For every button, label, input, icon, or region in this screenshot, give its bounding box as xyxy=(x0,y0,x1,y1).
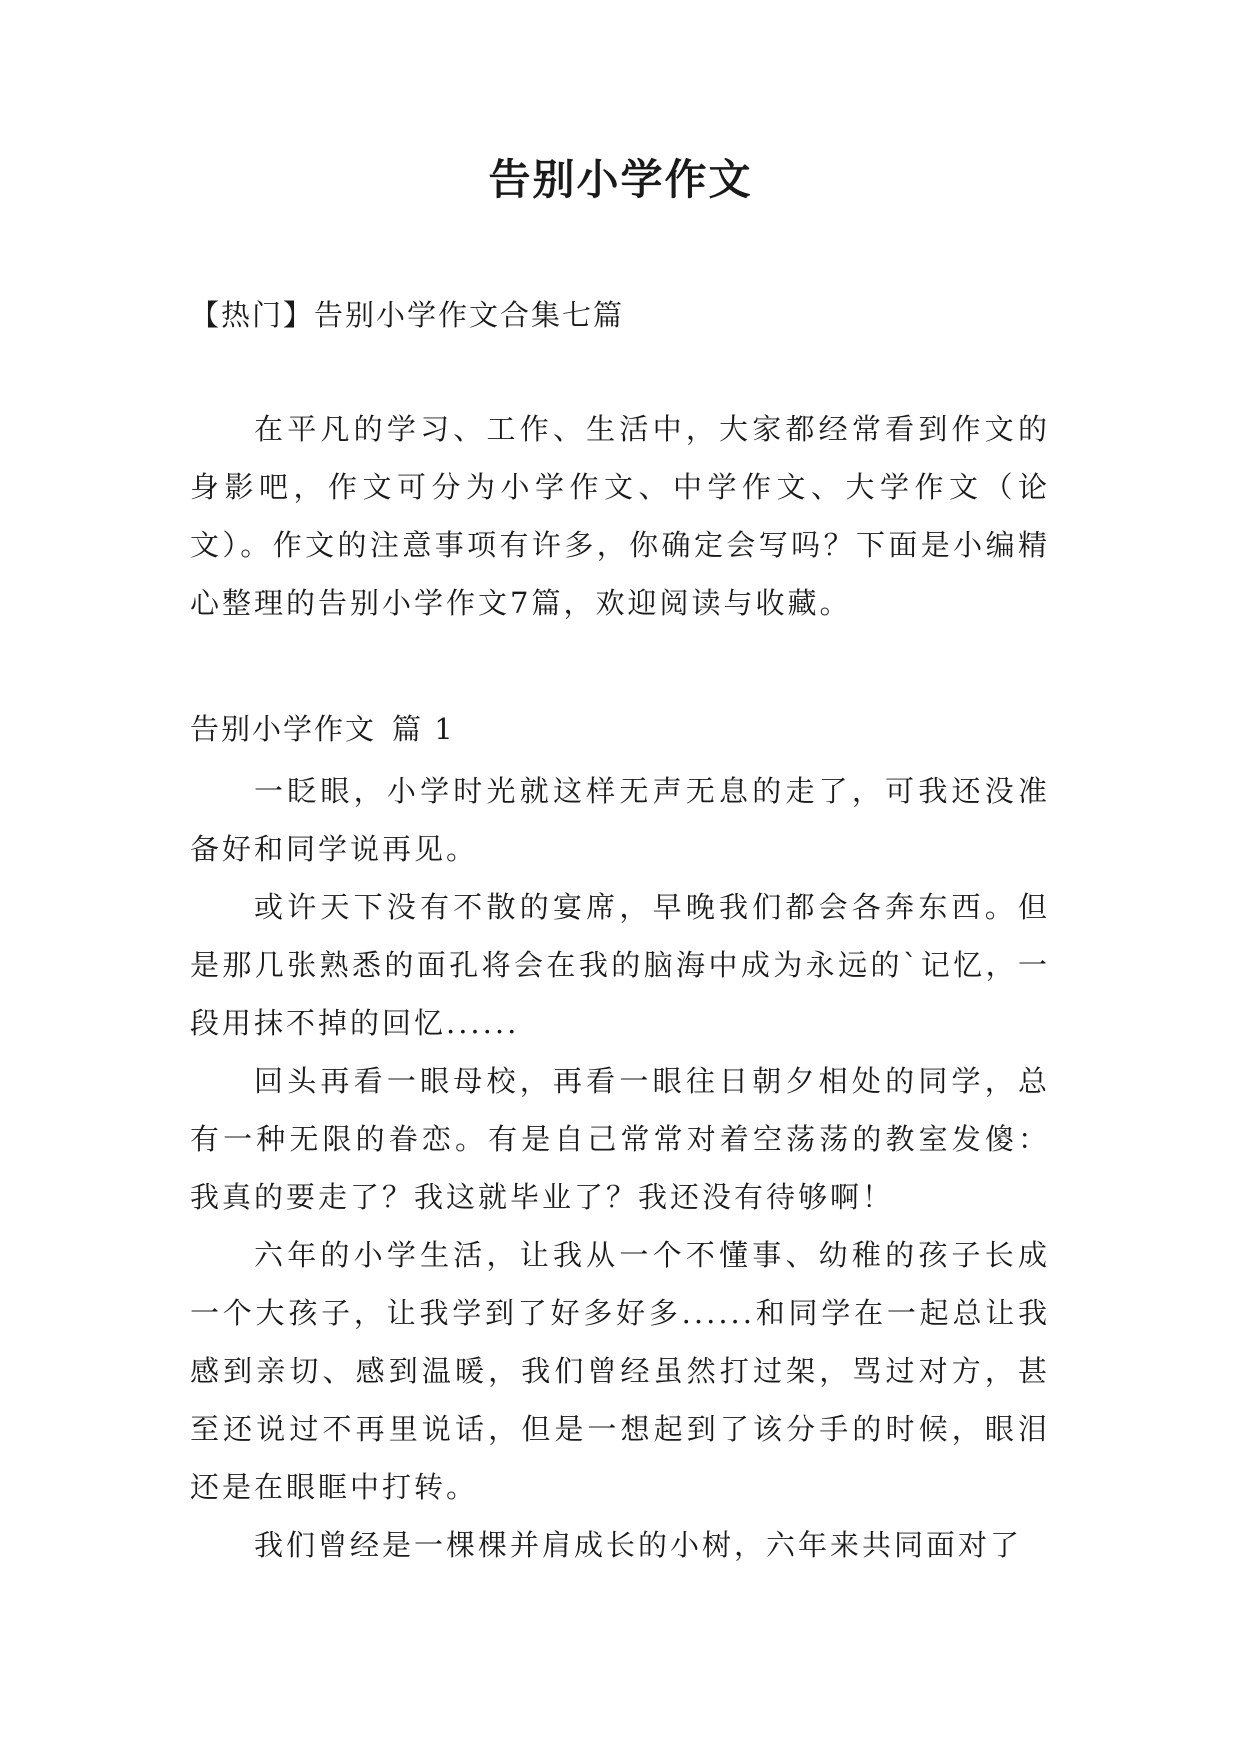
essay-heading-number: 篇 1 xyxy=(392,712,455,746)
essay-section xyxy=(190,700,1050,1574)
document-title: 告别小学作文 xyxy=(488,155,753,204)
essay-paragraph: 六年的小学生活，让我从一个不懂事、幼稚的孩子长成一个大孩子，让我学到了好多好多......和同学在一起总让我感到亲切、感到温暖，我们曾经虽然打过架，骂过对方，甚至还说过不再里说话，但是一想起到了该分手的时候，眼泪还是在眼眶中打转。 xyxy=(190,1238,1050,1504)
essay-heading-title: 告别小学作文 xyxy=(190,712,377,746)
essay-paragraph: 一眨眼，小学时光就这样无声无息的走了，可我还没准备好和同学说再见。 xyxy=(190,774,1050,866)
essay-paragraph: 回头再看一眼母校，再看一眼往日朝夕相处的同学，总有一种无限的眷恋。有是自己常常对着空荡荡的教室发傻：我真的要走了？我这就毕业了？我还没有待够啊！ xyxy=(190,1064,1050,1214)
essay-paragraph: 我们曾经是一棵棵并肩成长的小树，六年来共同面对了 xyxy=(254,1528,1023,1562)
document-subtitle: 【热门】告别小学作文合集七篇 xyxy=(190,298,625,332)
essay-paragraph: 或许天下没有不散的宴席，早晚我们都会各奔东西。但是那几张熟悉的面孔将会在我的脑海中成为永远的`记忆，一段用抹不掉的回忆...... xyxy=(190,890,1050,1040)
intro-section xyxy=(190,400,1050,632)
essay-heading xyxy=(190,700,1050,758)
intro-paragraph: 在平凡的学习、工作、生活中，大家都经常看到作文的身影吧，作文可分为小学作文、中学作文、大学作文（论文）。作文的注意事项有许多，你确定会写吗？下面是小编精心整理的告别小学作文7篇，欢迎阅读与收藏。 xyxy=(190,412,1050,620)
